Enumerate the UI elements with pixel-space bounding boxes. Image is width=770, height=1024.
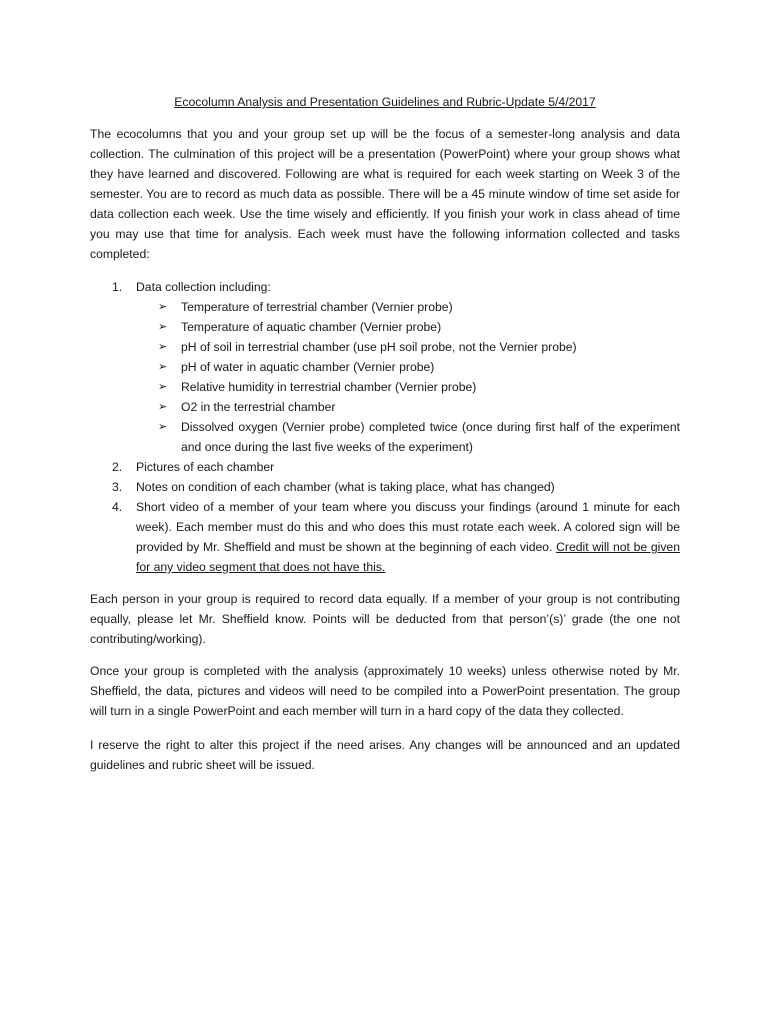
bullet-text: Dissolved oxygen (Vernier probe) completed twice (once during first half of the experiment and once during the last five weeks of the experiment) — [181, 420, 680, 454]
reservation-paragraph: I reserve the right to alter this project if the need arises. Any changes will be announced and an updated guidelines and rubric sheet will be issued. — [90, 738, 680, 772]
list-item — [90, 497, 680, 577]
bullet-item — [136, 297, 680, 317]
requirements-list — [90, 277, 680, 577]
list-item — [90, 277, 680, 457]
bullet-text: Relative humidity in terrestrial chamber (Vernier probe) — [181, 380, 477, 394]
bullet-item — [136, 317, 680, 337]
document-title: Ecocolumn Analysis and Presentation Guidelines and Rubric-Update 5/4/2017 — [174, 95, 596, 109]
intro-paragraph: The ecocolumns that you and your group set up will be the focus of a semester-long analysis and data collection. The culmination of this project will be a presentation (PowerPoint) where your group shows what they have learned and discovered. Following are what is required for each week starting on Week 3 of the semester. You are to record as much data as possible. There will be a 45 minute window of time set aside for data collection each week. Use the time wisely and efficiently. If you finish your work in class ahead of time you may use that time for analysis. Each week must have the following information collected and tasks completed: — [90, 127, 680, 261]
bullet-item — [136, 377, 680, 397]
arrowhead-bullet-icon: ➢ — [158, 401, 168, 413]
bullet-text: O2 in the terrestrial chamber — [181, 400, 336, 414]
contribution-paragraph: Each person in your group is required to record data equally. If a member of your group is not contributing equally, please let Mr. Sheffield know. Points will be deducted from that person’(s)’ grade (the one not contributing/working). — [90, 592, 680, 646]
bullet-text: Temperature of terrestrial chamber (Vernier probe) — [181, 300, 453, 314]
list-number: 2. — [112, 460, 123, 474]
arrowhead-bullet-icon: ➢ — [158, 341, 168, 353]
data-collection-bullets — [136, 297, 680, 457]
bullet-text: pH of water in aquatic chamber (Vernier probe) — [181, 360, 435, 374]
arrowhead-bullet-icon: ➢ — [158, 361, 168, 373]
list-item-text: Data collection including: — [136, 280, 271, 294]
list-number: 3. — [112, 480, 123, 494]
bullet-item — [136, 357, 680, 377]
bullet-text: pH of soil in terrestrial chamber (use pH soil probe, not the Vernier probe) — [181, 340, 577, 354]
list-item-text: Notes on condition of each chamber (what is taking place, what has changed) — [136, 480, 555, 494]
bullet-item — [136, 417, 680, 457]
bullet-item — [136, 337, 680, 357]
compilation-paragraph: Once your group is completed with the analysis (approximately 10 weeks) unless otherwise noted by Mr. Sheffield, the data, pictures and videos will need to be compiled into a PowerPoint presentation. The group will turn in a single PowerPoint and each member will turn in a hard copy of the data they collected. — [90, 664, 680, 718]
list-number: 4. — [112, 500, 123, 514]
list-item — [90, 477, 680, 497]
bullet-text: Temperature of aquatic chamber (Vernier probe) — [181, 320, 442, 334]
arrowhead-bullet-icon: ➢ — [158, 301, 168, 313]
list-number: 1. — [112, 280, 123, 294]
arrowhead-bullet-icon: ➢ — [158, 421, 168, 433]
bullet-item — [136, 397, 680, 417]
list-item-text: Short video of a member of your team where you discuss your findings (around 1 minute for each week). Each member must do this and who does this must rotate each week. A colored sign will be provided by Mr. Sheffield and must be shown at the beginning of each video. — [136, 500, 680, 554]
list-item — [90, 457, 680, 477]
credit-warning: Credit will not be given for any video segment that does not have this. — [136, 540, 680, 574]
arrowhead-bullet-icon: ➢ — [158, 381, 168, 393]
list-item-text: Pictures of each chamber — [136, 460, 275, 474]
arrowhead-bullet-icon: ➢ — [158, 321, 168, 333]
